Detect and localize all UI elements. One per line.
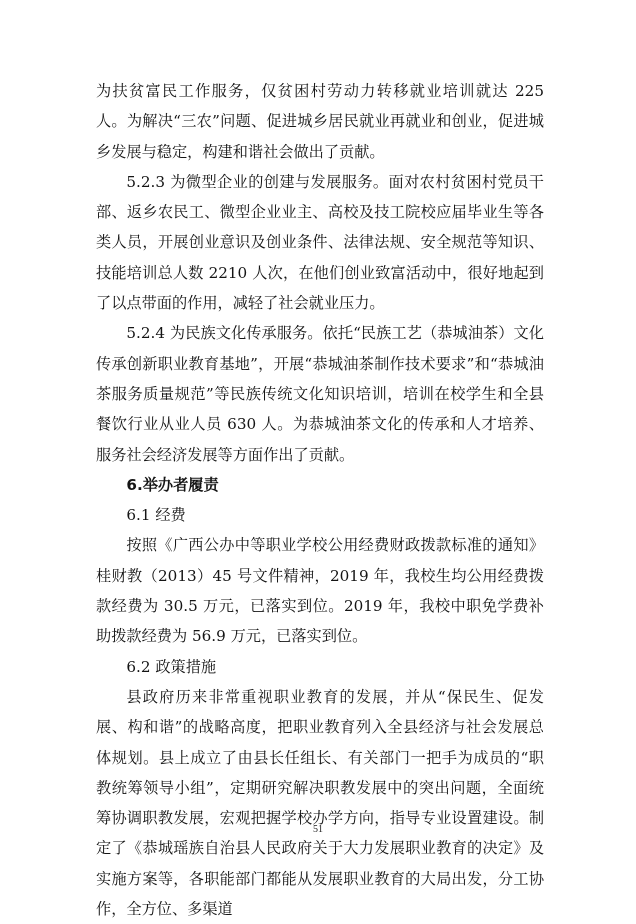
paragraph-intro: 为扶贫富民工作服务，仅贫困村劳动力转移就业培训就达 225 人。为解决“三农”问题、促进城乡居民就业再就业和创业，促进城乡发展与稳定，构建和谐社会做出了贡献。 [96, 82, 544, 161]
paragraph-policy: 县政府历来非常重视职业教育的发展，并从“保民生、促发展、构和谐”的战略高度，把职业教育列入全县经济与社会发展总体规划。县上成立了由县长任组长、有关部门一把手为成员的“职教统筹领导小组”，定期研究解决职教发展中的突出问题，全面统筹协调职教发展，宏观把握学校办学方向，指导专业设置建设。制定了《恭城瑶族自治县人民政府关于大力发展职业教育的决定》及实施方案等，各职能部门都能从发展职业教育的大局出发，分工协作，全方位、多渠道 [96, 687, 544, 919]
section-heading-6: 6.举办者履责 [126, 475, 219, 494]
subheading-6-1: 6.1 经费 [126, 506, 186, 525]
subheading-6-2: 6.2 政策措施 [126, 657, 217, 676]
document-body [96, 76, 544, 924]
paragraph-5-2-3: 5.2.3 为微型企业的创建与发展服务。面对农村贫困村党员干部、返乡农民工、微型企业业主、高校及技工院校应届毕业生等各类人员，开展创业意识及创业条件、法律法规、安全规范等知识、技能培训总人数 2210 人次，在他们创业致富活动中，很好地起到了以点带面的作用，减轻了社会就业压力。 [96, 172, 544, 313]
paragraph-funding: 按照《广西公办中等职业学校公用经费财政拨款标准的通知》桂财教（2013）45 号文件精神，2019 年，我校生均公用经费拨款经费为 30.5 万元，已落实到位。2019 年，我校中职免学费补助拨款经费为 56.9 万元，已落实到位。 [96, 536, 544, 646]
page-number: 51 [313, 824, 323, 835]
paragraph-5-2-4: 5.2.4 为民族文化传承服务。依托“民族工艺（恭城油茶）文化传承创新职业教育基地”，开展“恭城油茶制作技术要求”和“恭城油茶服务质量规范”等民族传统文化知识培训，培训在校学生和全县餐饮行业从业人员 630 人。为恭城油茶文化的传承和人才培养、服务社会经济发展等方面作出了贡献。 [96, 324, 544, 464]
